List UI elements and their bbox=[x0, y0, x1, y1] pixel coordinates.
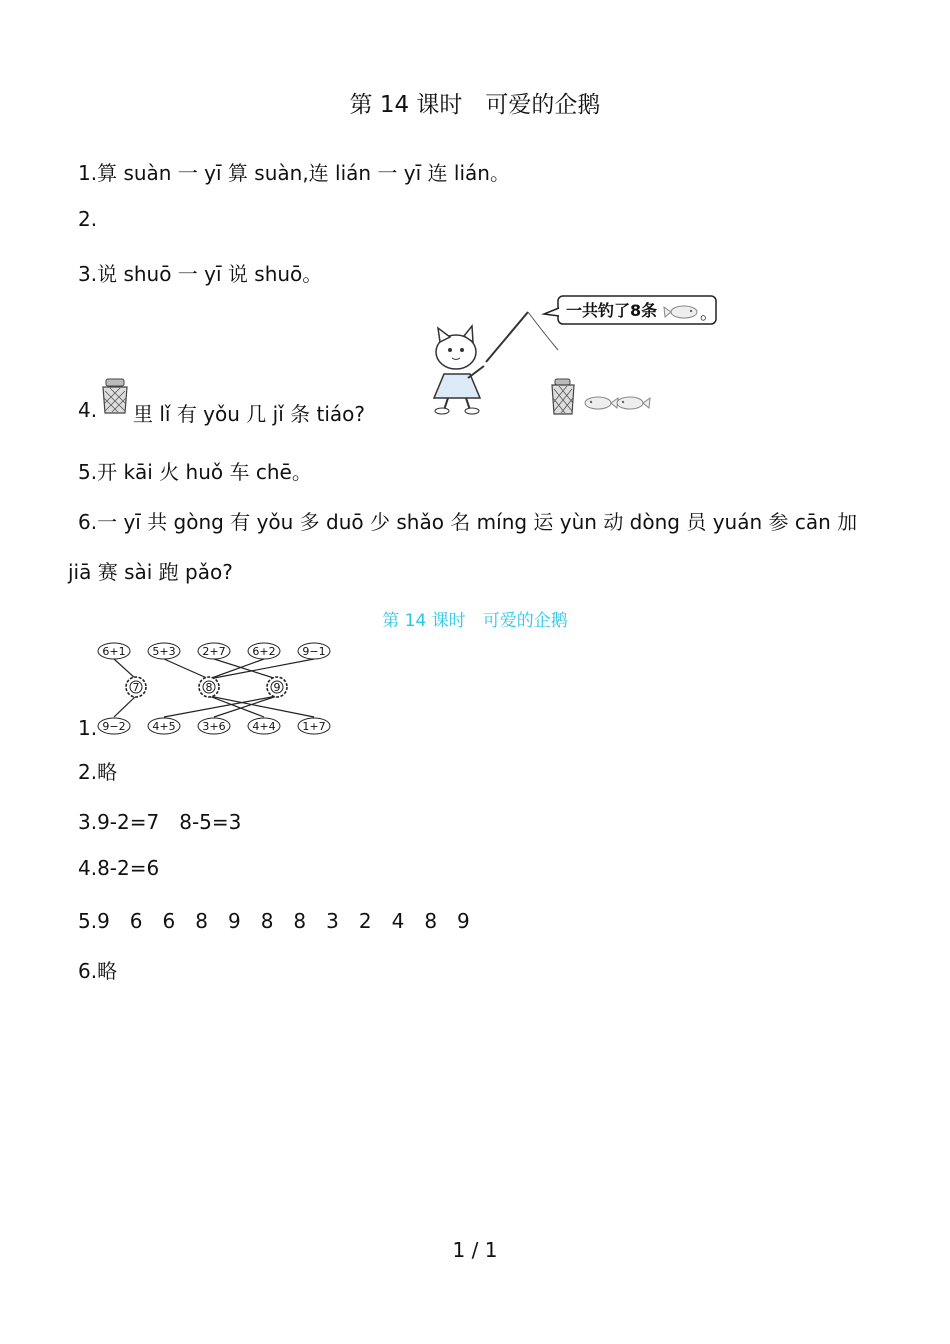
bottom-expressions bbox=[98, 718, 330, 734]
page-title: 第 14 课时 可爱的企鹅 bbox=[349, 92, 601, 118]
question-3: 3.说 shuō 一 yī 说 shuō。 bbox=[78, 262, 323, 286]
answers-title: 第 14 课时 可爱的企鹅 bbox=[382, 611, 568, 631]
question-4-number: 4. bbox=[78, 398, 98, 422]
expression-label: 1+7 bbox=[302, 720, 326, 733]
speech-bubble-text: 一共钓了8条 bbox=[566, 301, 658, 320]
page-number: 1 / 1 bbox=[452, 1238, 498, 1262]
expression-label: 2+7 bbox=[202, 645, 226, 658]
expression-label: 4+4 bbox=[252, 720, 276, 733]
cat-fishing-illustration bbox=[428, 292, 728, 424]
question-6-line-2: jiā 赛 sài 跑 pǎo? bbox=[68, 560, 233, 584]
number-label: 8 bbox=[205, 681, 213, 694]
expression-label: 9−1 bbox=[302, 645, 326, 658]
fish-icon bbox=[617, 397, 650, 409]
answer-1-number: 1. bbox=[78, 716, 98, 740]
question-5: 5.开 kāi 火 huǒ 车 chē。 bbox=[78, 460, 312, 484]
number-label: 7 bbox=[132, 681, 140, 694]
answer-6: 6.略 bbox=[78, 959, 118, 983]
top-expressions bbox=[98, 643, 330, 659]
expression-label: 4+5 bbox=[152, 720, 176, 733]
answer-5: 5.9 6 6 8 9 8 8 3 2 4 8 9 bbox=[78, 909, 470, 933]
fish-icon bbox=[585, 397, 618, 409]
expression-label: 5+3 bbox=[152, 645, 176, 658]
question-6-line-1: 6.一 yī 共 gòng 有 yǒu 多 duō 少 shǎo 名 míng 运 yùn 动 dòng 员 yuán 参 cān 加 bbox=[78, 510, 858, 534]
matching-diagram bbox=[96, 640, 332, 738]
expression-label: 6+1 bbox=[102, 645, 126, 658]
expression-label: 9−2 bbox=[102, 720, 126, 733]
answer-4: 4.8-2=6 bbox=[78, 856, 160, 880]
basket-icon bbox=[552, 379, 574, 414]
answer-3: 3.9-2=7 8-5=3 bbox=[78, 810, 242, 834]
basket-icon bbox=[100, 378, 130, 416]
number-label: 9 bbox=[273, 681, 281, 694]
question-1: 1.算 suàn 一 yī 算 suàn,连 lián 一 yī 连 lián。 bbox=[78, 161, 510, 185]
answer-2: 2.略 bbox=[78, 760, 118, 784]
question-2: 2. bbox=[78, 207, 98, 231]
middle-flowers bbox=[126, 677, 287, 697]
svg-text:。: 。 bbox=[700, 303, 718, 324]
expression-label: 6+2 bbox=[252, 645, 276, 658]
question-4-text: 里 lǐ 有 yǒu 几 jǐ 条 tiáo? bbox=[133, 402, 365, 426]
expression-label: 3+6 bbox=[202, 720, 226, 733]
